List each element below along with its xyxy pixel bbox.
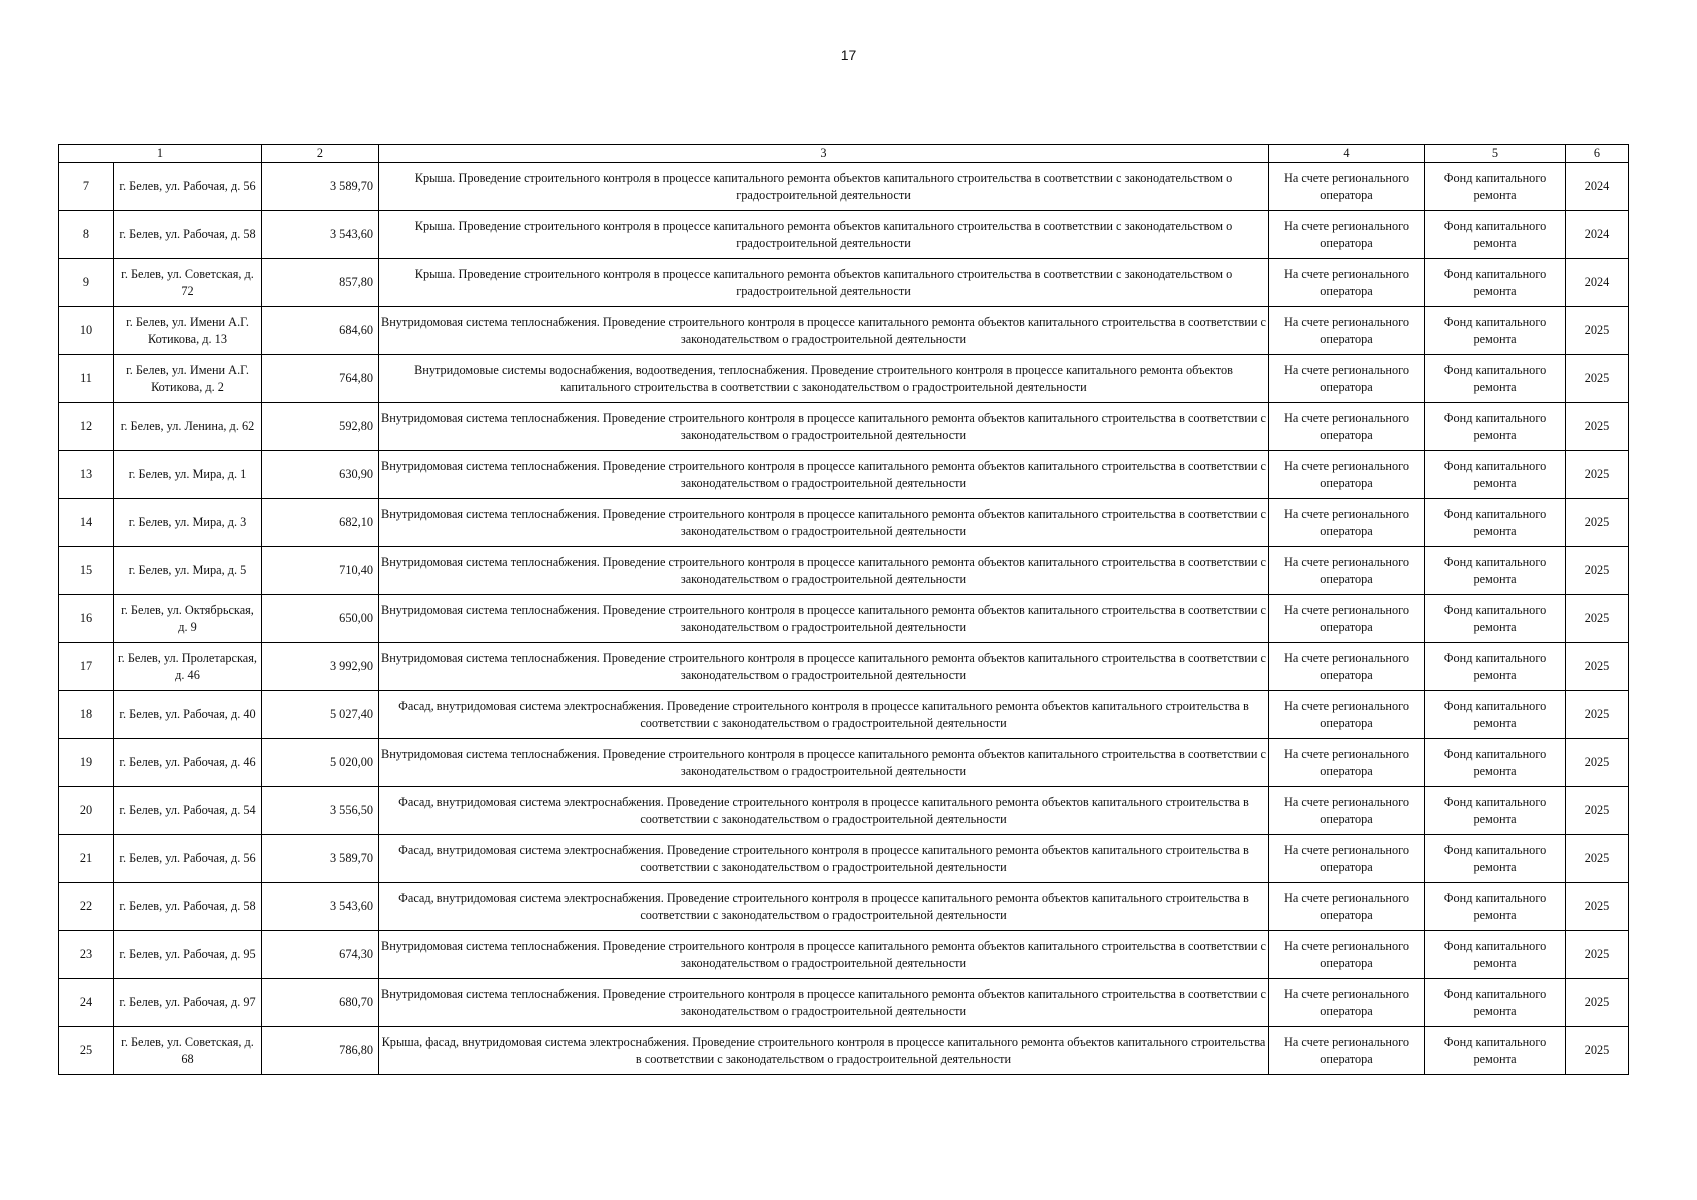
table-body [59, 163, 1629, 1075]
area-cell: 3 543,60 [262, 211, 379, 259]
column-header-3: 3 [379, 145, 1269, 163]
year-cell: 2025 [1566, 931, 1629, 979]
account-type-cell: На счете регионального оператора [1269, 883, 1425, 931]
year-cell: 2024 [1566, 211, 1629, 259]
row-number-cell: 18 [59, 691, 114, 739]
table-row [59, 355, 1629, 403]
area-cell: 786,80 [262, 1027, 379, 1075]
year-cell: 2025 [1566, 739, 1629, 787]
account-type-cell: На счете регионального оператора [1269, 931, 1425, 979]
work-description-cell: Внутридомовая система теплоснабжения. Проведение строительного контроля в процессе капитального ремонта объектов капитального строительства в соответствии с законодательством о градостроительной деятельности [379, 499, 1269, 547]
account-type-cell: На счете регионального оператора [1269, 499, 1425, 547]
area-cell: 5 027,40 [262, 691, 379, 739]
address-cell: г. Белев, ул. Советская, д. 68 [114, 1027, 262, 1075]
row-number-cell: 14 [59, 499, 114, 547]
address-cell: г. Белев, ул. Мира, д. 1 [114, 451, 262, 499]
year-cell: 2025 [1566, 451, 1629, 499]
account-type-cell: На счете регионального оператора [1269, 403, 1425, 451]
account-type-cell: На счете регионального оператора [1269, 643, 1425, 691]
row-number-cell: 20 [59, 787, 114, 835]
row-number-cell: 19 [59, 739, 114, 787]
address-cell: г. Белев, ул. Советская, д. 72 [114, 259, 262, 307]
table-row [59, 547, 1629, 595]
work-description-cell: Внутридомовая система теплоснабжения. Проведение строительного контроля в процессе капитального ремонта объектов капитального строительства в соответствии с законодательством о градостроительной деятельности [379, 307, 1269, 355]
column-header-5: 5 [1425, 145, 1566, 163]
table-row [59, 163, 1629, 211]
capital-repair-table [58, 144, 1629, 1075]
work-description-cell: Крыша. Проведение строительного контроля в процессе капитального ремонта объектов капитального строительства в соответствии с законодательством о градостроительной деятельности [379, 163, 1269, 211]
funding-source-cell: Фонд капитального ремонта [1425, 787, 1566, 835]
address-cell: г. Белев, ул. Мира, д. 5 [114, 547, 262, 595]
year-cell: 2025 [1566, 595, 1629, 643]
area-cell: 3 589,70 [262, 163, 379, 211]
row-number-cell: 9 [59, 259, 114, 307]
funding-source-cell: Фонд капитального ремонта [1425, 739, 1566, 787]
table-row [59, 499, 1629, 547]
funding-source-cell: Фонд капитального ремонта [1425, 931, 1566, 979]
area-cell: 3 589,70 [262, 835, 379, 883]
work-description-cell: Фасад, внутридомовая система электроснабжения. Проведение строительного контроля в процессе капитального ремонта объектов капитального строительства в соответствии с законодательством о градостроительной деятельности [379, 691, 1269, 739]
work-description-cell: Внутридомовая система теплоснабжения. Проведение строительного контроля в процессе капитального ремонта объектов капитального строительства в соответствии с законодательством о градостроительной деятельности [379, 979, 1269, 1027]
funding-source-cell: Фонд капитального ремонта [1425, 1027, 1566, 1075]
table-row [59, 979, 1629, 1027]
address-cell: г. Белев, ул. Рабочая, д. 58 [114, 883, 262, 931]
row-number-cell: 10 [59, 307, 114, 355]
year-cell: 2024 [1566, 259, 1629, 307]
area-cell: 3 543,60 [262, 883, 379, 931]
account-type-cell: На счете регионального оператора [1269, 211, 1425, 259]
address-cell: г. Белев, ул. Рабочая, д. 56 [114, 835, 262, 883]
area-cell: 680,70 [262, 979, 379, 1027]
row-number-cell: 12 [59, 403, 114, 451]
row-number-cell: 7 [59, 163, 114, 211]
account-type-cell: На счете регионального оператора [1269, 1027, 1425, 1075]
work-description-cell: Внутридомовая система теплоснабжения. Проведение строительного контроля в процессе капитального ремонта объектов капитального строительства в соответствии с законодательством о градостроительной деятельности [379, 547, 1269, 595]
year-cell: 2025 [1566, 979, 1629, 1027]
table-row [59, 643, 1629, 691]
funding-source-cell: Фонд капитального ремонта [1425, 307, 1566, 355]
table-row [59, 259, 1629, 307]
address-cell: г. Белев, ул. Октябрьская, д. 9 [114, 595, 262, 643]
funding-source-cell: Фонд капитального ремонта [1425, 979, 1566, 1027]
funding-source-cell: Фонд капитального ремонта [1425, 211, 1566, 259]
funding-source-cell: Фонд капитального ремонта [1425, 595, 1566, 643]
year-cell: 2025 [1566, 835, 1629, 883]
area-cell: 630,90 [262, 451, 379, 499]
funding-source-cell: Фонд капитального ремонта [1425, 691, 1566, 739]
area-cell: 5 020,00 [262, 739, 379, 787]
table-row [59, 739, 1629, 787]
area-cell: 650,00 [262, 595, 379, 643]
row-number-cell: 16 [59, 595, 114, 643]
account-type-cell: На счете регионального оператора [1269, 691, 1425, 739]
account-type-cell: На счете регионального оператора [1269, 835, 1425, 883]
row-number-cell: 24 [59, 979, 114, 1027]
address-cell: г. Белев, ул. Рабочая, д. 97 [114, 979, 262, 1027]
table-row [59, 307, 1629, 355]
address-cell: г. Белев, ул. Рабочая, д. 56 [114, 163, 262, 211]
account-type-cell: На счете регионального оператора [1269, 595, 1425, 643]
funding-source-cell: Фонд капитального ремонта [1425, 547, 1566, 595]
table-row [59, 451, 1629, 499]
year-cell: 2025 [1566, 307, 1629, 355]
year-cell: 2025 [1566, 643, 1629, 691]
table-row [59, 691, 1629, 739]
address-cell: г. Белев, ул. Рабочая, д. 54 [114, 787, 262, 835]
account-type-cell: На счете регионального оператора [1269, 547, 1425, 595]
address-cell: г. Белев, ул. Рабочая, д. 95 [114, 931, 262, 979]
funding-source-cell: Фонд капитального ремонта [1425, 451, 1566, 499]
account-type-cell: На счете регионального оператора [1269, 451, 1425, 499]
year-cell: 2025 [1566, 883, 1629, 931]
row-number-cell: 8 [59, 211, 114, 259]
work-description-cell: Фасад, внутридомовая система электроснабжения. Проведение строительного контроля в процессе капитального ремонта объектов капитального строительства в соответствии с законодательством о градостроительной деятельности [379, 883, 1269, 931]
area-cell: 710,40 [262, 547, 379, 595]
area-cell: 764,80 [262, 355, 379, 403]
address-cell: г. Белев, ул. Ленина, д. 62 [114, 403, 262, 451]
row-number-cell: 15 [59, 547, 114, 595]
funding-source-cell: Фонд капитального ремонта [1425, 499, 1566, 547]
work-description-cell: Внутридомовая система теплоснабжения. Проведение строительного контроля в процессе капитального ремонта объектов капитального строительства в соответствии с законодательством о градостроительной деятельности [379, 595, 1269, 643]
account-type-cell: На счете регионального оператора [1269, 259, 1425, 307]
address-cell: г. Белев, ул. Имени А.Г. Котикова, д. 13 [114, 307, 262, 355]
area-cell: 3 556,50 [262, 787, 379, 835]
funding-source-cell: Фонд капитального ремонта [1425, 883, 1566, 931]
account-type-cell: На счете регионального оператора [1269, 979, 1425, 1027]
address-cell: г. Белев, ул. Пролетарская, д. 46 [114, 643, 262, 691]
area-cell: 684,60 [262, 307, 379, 355]
address-cell: г. Белев, ул. Мира, д. 3 [114, 499, 262, 547]
year-cell: 2025 [1566, 691, 1629, 739]
row-number-cell: 11 [59, 355, 114, 403]
work-description-cell: Внутридомовая система теплоснабжения. Проведение строительного контроля в процессе капитального ремонта объектов капитального строительства в соответствии с законодательством о градостроительной деятельности [379, 931, 1269, 979]
address-cell: г. Белев, ул. Имени А.Г. Котикова, д. 2 [114, 355, 262, 403]
address-cell: г. Белев, ул. Рабочая, д. 58 [114, 211, 262, 259]
page-number: 17 [840, 47, 857, 63]
funding-source-cell: Фонд капитального ремонта [1425, 355, 1566, 403]
area-cell: 674,30 [262, 931, 379, 979]
table-row [59, 211, 1629, 259]
row-number-cell: 13 [59, 451, 114, 499]
year-cell: 2025 [1566, 355, 1629, 403]
work-description-cell: Внутридомовая система теплоснабжения. Проведение строительного контроля в процессе капитального ремонта объектов капитального строительства в соответствии с законодательством о градостроительной деятельности [379, 451, 1269, 499]
table-row [59, 883, 1629, 931]
column-header-1: 1 [59, 145, 262, 163]
year-cell: 2024 [1566, 163, 1629, 211]
funding-source-cell: Фонд капитального ремонта [1425, 835, 1566, 883]
funding-source-cell: Фонд капитального ремонта [1425, 259, 1566, 307]
area-cell: 592,80 [262, 403, 379, 451]
address-cell: г. Белев, ул. Рабочая, д. 40 [114, 691, 262, 739]
row-number-cell: 21 [59, 835, 114, 883]
table-row [59, 1027, 1629, 1075]
table-header-row [59, 145, 1629, 163]
row-number-cell: 25 [59, 1027, 114, 1075]
row-number-cell: 22 [59, 883, 114, 931]
table-row [59, 931, 1629, 979]
year-cell: 2025 [1566, 1027, 1629, 1075]
account-type-cell: На счете регионального оператора [1269, 163, 1425, 211]
year-cell: 2025 [1566, 499, 1629, 547]
work-description-cell: Крыша. Проведение строительного контроля в процессе капитального ремонта объектов капитального строительства в соответствии с законодательством о градостроительной деятельности [379, 259, 1269, 307]
table-row [59, 835, 1629, 883]
address-cell: г. Белев, ул. Рабочая, д. 46 [114, 739, 262, 787]
table-row [59, 403, 1629, 451]
work-description-cell: Крыша. Проведение строительного контроля в процессе капитального ремонта объектов капитального строительства в соответствии с законодательством о градостроительной деятельности [379, 211, 1269, 259]
work-description-cell: Внутридомовая система теплоснабжения. Проведение строительного контроля в процессе капитального ремонта объектов капитального строительства в соответствии с законодательством о градостроительной деятельности [379, 403, 1269, 451]
year-cell: 2025 [1566, 547, 1629, 595]
work-description-cell: Внутридомовая система теплоснабжения. Проведение строительного контроля в процессе капитального ремонта объектов капитального строительства в соответствии с законодательством о градостроительной деятельности [379, 643, 1269, 691]
row-number-cell: 17 [59, 643, 114, 691]
row-number-cell: 23 [59, 931, 114, 979]
table-row [59, 787, 1629, 835]
year-cell: 2025 [1566, 787, 1629, 835]
work-description-cell: Крыша, фасад, внутридомовая система электроснабжения. Проведение строительного контроля в процессе капитального ремонта объектов капитального строительства в соответствии с законодательством о градостроительной деятельности [379, 1027, 1269, 1075]
work-description-cell: Фасад, внутридомовая система электроснабжения. Проведение строительного контроля в процессе капитального ремонта объектов капитального строительства в соответствии с законодательством о градостроительной деятельности [379, 835, 1269, 883]
account-type-cell: На счете регионального оператора [1269, 787, 1425, 835]
funding-source-cell: Фонд капитального ремонта [1425, 643, 1566, 691]
year-cell: 2025 [1566, 403, 1629, 451]
table-row [59, 595, 1629, 643]
funding-source-cell: Фонд капитального ремонта [1425, 163, 1566, 211]
area-cell: 3 992,90 [262, 643, 379, 691]
account-type-cell: На счете регионального оператора [1269, 307, 1425, 355]
funding-source-cell: Фонд капитального ремонта [1425, 403, 1566, 451]
account-type-cell: На счете регионального оператора [1269, 355, 1425, 403]
work-description-cell: Внутридомовая система теплоснабжения. Проведение строительного контроля в процессе капитального ремонта объектов капитального строительства в соответствии с законодательством о градостроительной деятельности [379, 739, 1269, 787]
account-type-cell: На счете регионального оператора [1269, 739, 1425, 787]
area-cell: 857,80 [262, 259, 379, 307]
column-header-6: 6 [1566, 145, 1629, 163]
work-description-cell: Фасад, внутридомовая система электроснабжения. Проведение строительного контроля в процессе капитального ремонта объектов капитального строительства в соответствии с законодательством о градостроительной деятельности [379, 787, 1269, 835]
work-description-cell: Внутридомовые системы водоснабжения, водоотведения, теплоснабжения. Проведение строительного контроля в процессе капитального ремонта объектов капитального строительства в соответствии с законодательством о градостроительной деятельности [379, 355, 1269, 403]
area-cell: 682,10 [262, 499, 379, 547]
column-header-2: 2 [262, 145, 379, 163]
column-header-4: 4 [1269, 145, 1425, 163]
